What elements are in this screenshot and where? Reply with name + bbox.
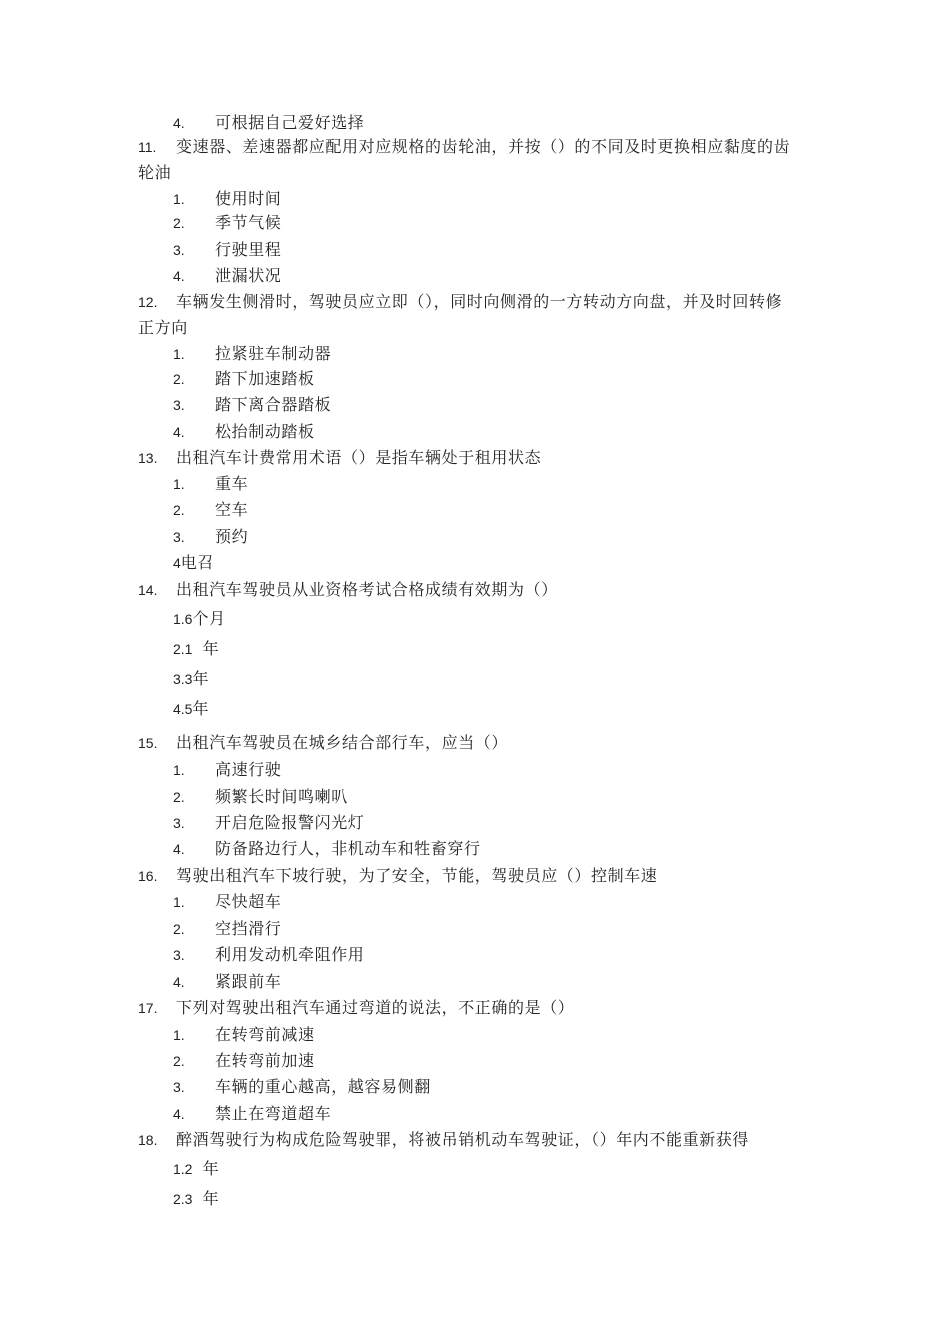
option-text: 频繁长时间鸣喇叭 — [215, 787, 348, 806]
question-text: 下列对驾驶出租汽车通过弯道的说法，不正确的是（） — [176, 998, 575, 1017]
option-text: 利用发动机牵阻作用 — [215, 945, 365, 964]
option-line — [173, 266, 281, 286]
question-number: 15. — [138, 735, 158, 751]
option-line — [173, 669, 209, 689]
option-text: 年 — [192, 699, 210, 718]
option-line — [173, 760, 281, 780]
option-number: 1. — [173, 894, 185, 910]
option-line — [173, 1189, 219, 1209]
question-number: 18. — [138, 1132, 158, 1148]
option-text: 在转弯前减速 — [215, 1025, 315, 1044]
question-line — [138, 137, 790, 157]
option-text: 行驶里程 — [215, 240, 282, 259]
option-line — [173, 699, 209, 719]
question-line — [138, 292, 782, 312]
option-number: 4. — [173, 424, 185, 440]
option-number: 4 — [173, 555, 181, 571]
option-text: 车辆的重心越高，越容易侧翻 — [215, 1077, 431, 1096]
question-number: 16. — [138, 868, 158, 884]
option-number: 1. — [173, 762, 185, 778]
option-text: 禁止在弯道超车 — [215, 1104, 332, 1123]
option-text: 拉紧驻车制动器 — [215, 344, 332, 363]
question-number: 14. — [138, 582, 158, 598]
option-number: 2.1 — [173, 641, 193, 657]
question-text: 出租汽车驾驶员从业资格考试合格成绩有效期为（） — [176, 580, 558, 599]
question-line — [138, 1130, 749, 1150]
option-number: 2. — [173, 215, 185, 231]
option-number: 2. — [173, 1053, 185, 1069]
option-text: 年 — [202, 639, 220, 658]
option-number: 3. — [173, 529, 185, 545]
option-text: 个月 — [192, 609, 226, 628]
question-number: 11. — [138, 139, 157, 155]
option-number: 2. — [173, 789, 185, 805]
option-number: 1. — [173, 346, 185, 362]
option-line — [173, 527, 248, 547]
option-line — [173, 972, 281, 992]
question-line — [138, 448, 541, 468]
option-text: 使用时间 — [215, 189, 282, 208]
question-number: 13. — [138, 450, 158, 466]
option-number: 2. — [173, 371, 185, 387]
option-text: 空车 — [215, 500, 249, 519]
option-text: 泄漏状况 — [215, 266, 282, 285]
option-number: 3. — [173, 1079, 185, 1095]
question-text: 车辆发生侧滑时，驾驶员应立即（），同时向侧滑的一方转动方向盘，并及时回转修 — [176, 292, 783, 311]
option-line — [173, 945, 364, 965]
option-line — [173, 1077, 431, 1097]
option-line — [173, 395, 331, 415]
option-number: 1. — [173, 191, 185, 207]
option-text: 预约 — [215, 527, 249, 546]
option-text: 在转弯前加速 — [215, 1051, 315, 1070]
option-text: 高速行驶 — [215, 760, 282, 779]
option-line — [173, 213, 281, 233]
option-line — [173, 1159, 219, 1179]
option-number: 2.3 — [173, 1191, 193, 1207]
option-line — [173, 639, 219, 659]
option-text: 松抬制动踏板 — [215, 422, 315, 441]
option-line — [173, 474, 248, 494]
option-text: 空挡滑行 — [215, 919, 282, 938]
option-line — [173, 1104, 331, 1124]
option-text: 年 — [192, 669, 210, 688]
option-line — [173, 787, 348, 807]
option-line — [173, 189, 281, 209]
option-number: 1.6 — [173, 611, 193, 627]
option-number: 4. — [173, 974, 185, 990]
option-number: 4. — [173, 268, 185, 284]
option-number: 1.2 — [173, 1161, 193, 1177]
option-number: 1. — [173, 476, 185, 492]
option-number: 4. — [173, 115, 185, 131]
question-line — [138, 866, 657, 886]
option-line — [173, 609, 226, 629]
option-line — [173, 1051, 315, 1071]
option-text: 可根据自己爱好选择 — [215, 113, 365, 132]
option-text: 重车 — [215, 474, 249, 493]
option-number: 2. — [173, 502, 185, 518]
option-line — [173, 369, 315, 389]
option-text: 季节气候 — [215, 213, 282, 232]
option-line — [173, 1025, 315, 1045]
option-number: 3. — [173, 815, 185, 831]
option-number: 4.5 — [173, 701, 193, 717]
option-number: 3. — [173, 242, 185, 258]
option-line — [173, 422, 315, 442]
option-text: 踏下离合器踏板 — [215, 395, 332, 414]
question-continuation: 轮油 — [138, 163, 172, 182]
question-text: 出租汽车驾驶员在城乡结合部行车，应当（） — [176, 733, 509, 752]
option-number: 4. — [173, 1106, 185, 1122]
question-text: 变速器、差速器都应配用对应规格的齿轮油，并按（）的不同及时更换相应黏度的齿 — [176, 137, 791, 156]
option-text: 开启危险报警闪光灯 — [215, 813, 365, 832]
option-line — [173, 113, 364, 133]
option-number: 3. — [173, 947, 185, 963]
option-number: 2. — [173, 921, 185, 937]
option-text: 尽快超车 — [215, 892, 282, 911]
question-number: 17. — [138, 1000, 158, 1016]
option-text: 防备路边行人，非机动车和牲畜穿行 — [215, 839, 481, 858]
question-text: 醉酒驾驶行为构成危险驾驶罪，将被吊销机动车驾驶证，（）年内不能重新获得 — [176, 1130, 750, 1149]
option-number: 3.3 — [173, 671, 193, 687]
option-number: 4. — [173, 841, 185, 857]
question-text: 出租汽车计费常用术语（）是指车辆处于租用状态 — [176, 448, 542, 467]
option-line — [173, 240, 281, 260]
option-line — [173, 500, 248, 520]
question-continuation: 正方向 — [138, 318, 188, 337]
option-text: 紧跟前车 — [215, 972, 282, 991]
option-text: 年 — [202, 1189, 220, 1208]
question-number: 12. — [138, 294, 158, 310]
option-number: 1. — [173, 1027, 185, 1043]
option-line — [173, 344, 331, 364]
question-line — [138, 733, 508, 753]
question-line — [138, 580, 558, 600]
option-number: 3. — [173, 397, 185, 413]
option-line — [173, 839, 481, 859]
option-line — [173, 813, 364, 833]
option-text: 踏下加速踏板 — [215, 369, 315, 388]
option-line — [173, 892, 281, 912]
option-text: 年 — [202, 1159, 220, 1178]
option-line — [173, 553, 214, 573]
question-text: 驾驶出租汽车下坡行驶，为了安全，节能，驾驶员应（）控制车速 — [176, 866, 658, 885]
option-text: 电召 — [180, 553, 214, 572]
question-line — [138, 998, 574, 1018]
option-line — [173, 919, 281, 939]
